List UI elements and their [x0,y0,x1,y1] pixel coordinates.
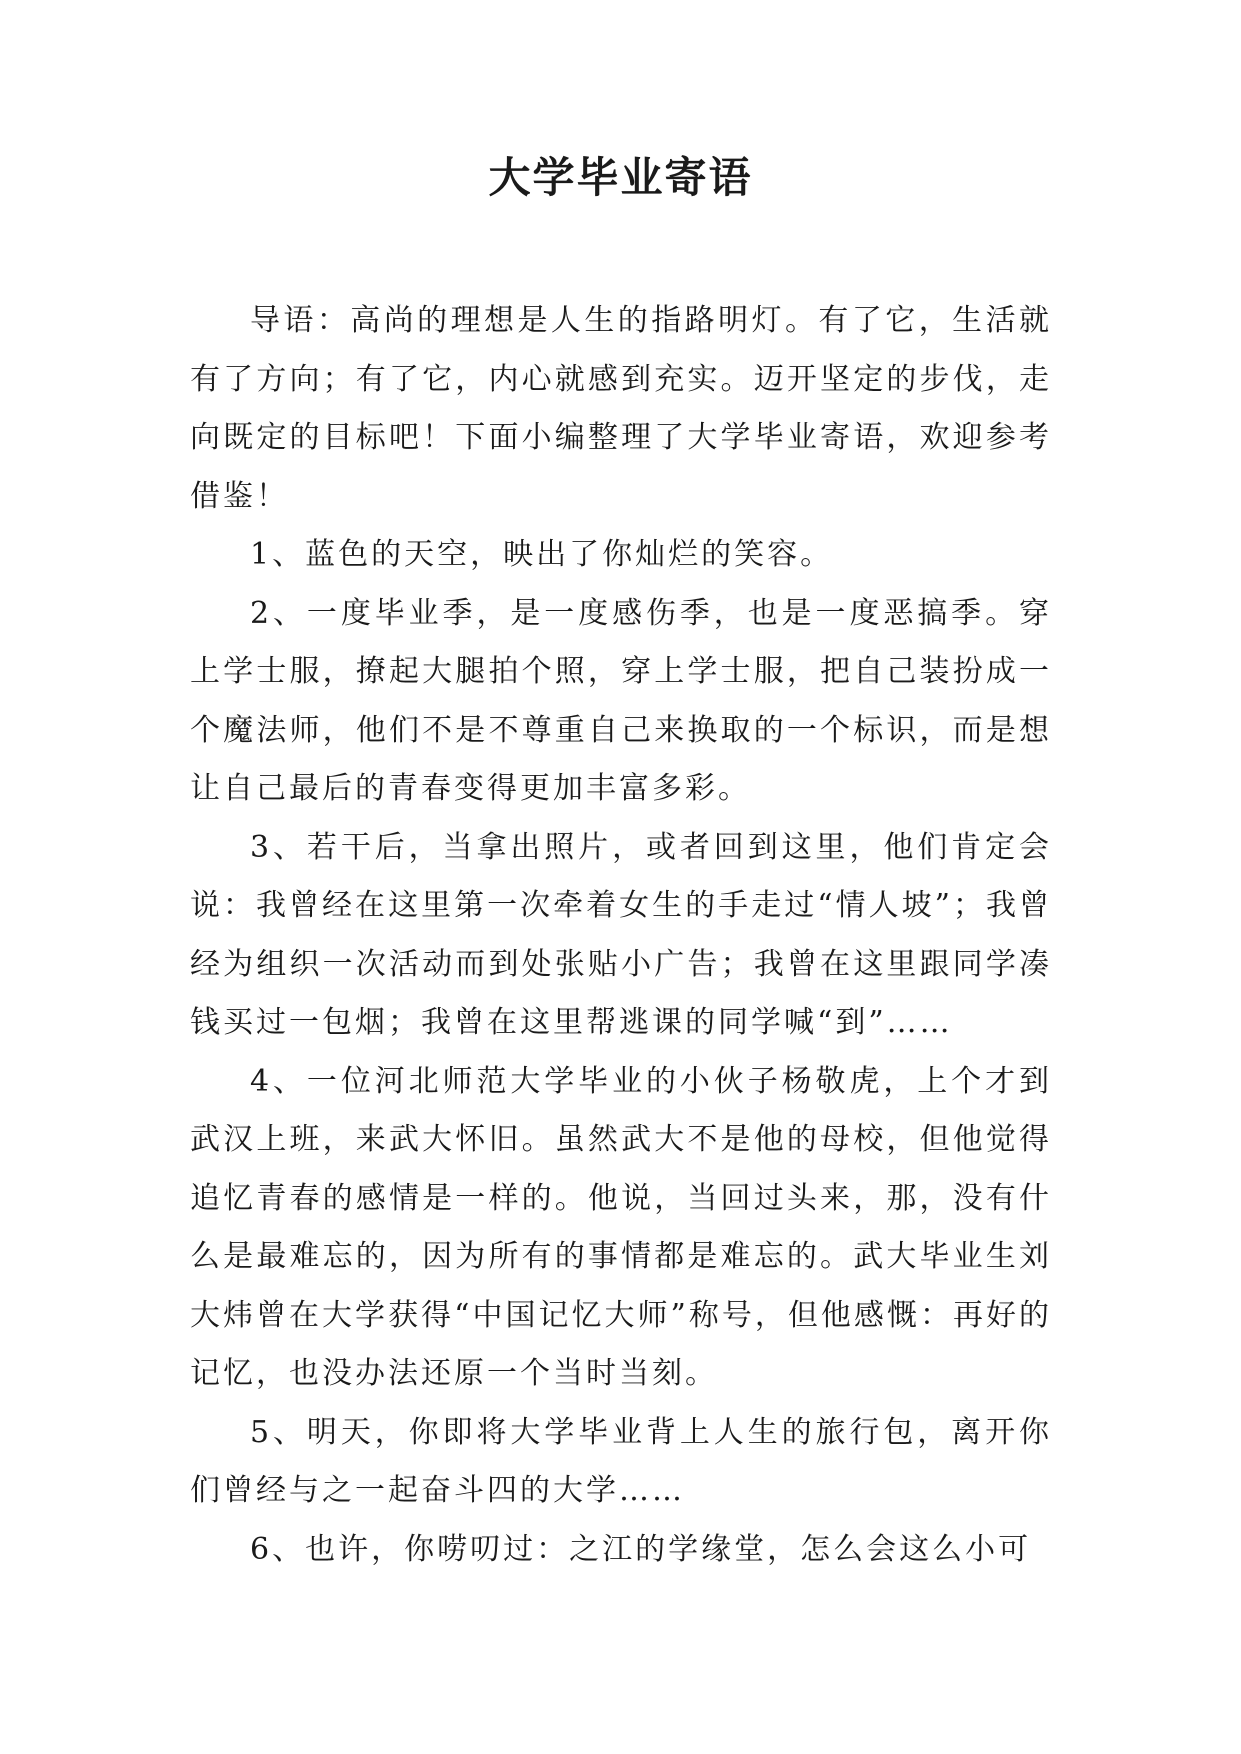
document-body [190,292,1052,1579]
intro-paragraph: 导语：高尚的理想是人生的指路明灯。有了它，生活就有了方向；有了它，内心就感到充实。迈开坚定的步伐，走向既定的目标吧！下面小编整理了大学毕业寄语，欢迎参考借鉴！ [190,303,1052,514]
list-item-6: 6、也许，你唠叨过：之江的学缘堂，怎么会这么小可 [250,1531,1032,1567]
list-item-4: 4、一位河北师范大学毕业的小伙子杨敬虎，上个才到武汉上班，来武大怀旧。虽然武大不是他的母校，但他觉得追忆青春的感情是一样的。他说，当回过头来，那，没有什么是最难忘的，因为所有的事情都是难忘的。武大毕业生刘大炜曾在大学获得“中国记忆大师”称号，但他感慨：再好的记忆，也没办法还原一个当时当刻。 [190,1063,1052,1391]
list-item-1: 1、蓝色的天空，映出了你灿烂的笑容。 [250,537,834,572]
list-item-3: 3、若干后，当拿出照片，或者回到这里，他们肯定会说：我曾经在这里第一次牵着女生的手走过“情人坡”；我曾经为组织一次活动而到处张贴小广告；我曾在这里跟同学凑钱买过一包烟；我曾在这里帮逃课的同学喊“到”…… [190,829,1052,1040]
document-title: 大学毕业寄语 [488,153,753,202]
list-item-2: 2、一度毕业季，是一度感伤季，也是一度恶搞季。穿上学士服，撩起大腿拍个照，穿上学士服，把自己装扮成一个魔法师，他们不是不尊重自己来换取的一个标识，而是想让自己最后的青春变得更加丰富多彩。 [190,595,1052,806]
list-item-5: 5、明天，你即将大学毕业背上人生的旅行包，离开你们曾经与之一起奋斗四的大学…… [190,1414,1052,1508]
